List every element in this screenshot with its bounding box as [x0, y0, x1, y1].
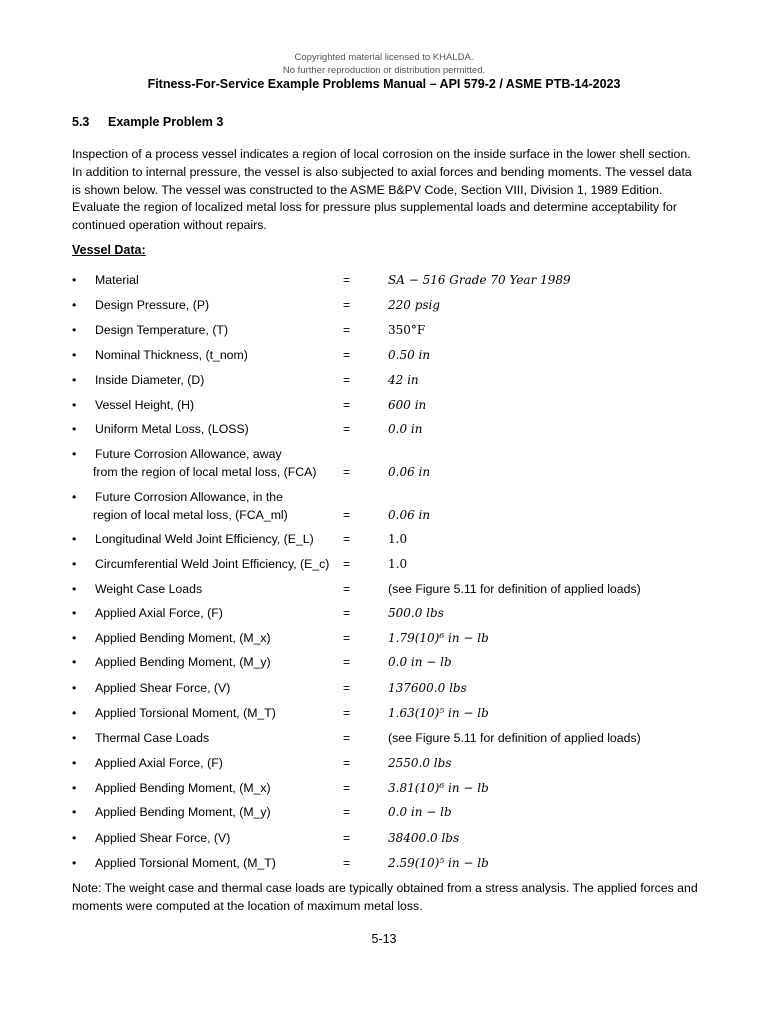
equals-sign: =: [343, 706, 351, 720]
copyright-line-2: No further reproduction or distribution permitted.: [282, 65, 486, 76]
equals-sign: =: [343, 373, 351, 387]
item-value: 220 psig: [388, 298, 441, 312]
bullet: •: [72, 298, 77, 312]
bullet: •: [72, 557, 77, 571]
bullet: •: [72, 422, 77, 436]
bullet: •: [72, 398, 77, 412]
item-label: Material: [95, 273, 139, 287]
item-value: 38400.0 lbs: [388, 831, 460, 845]
item-value: 0.0 in: [388, 422, 423, 436]
item-label: Applied Bending Moment, (M_y): [95, 805, 271, 819]
bullet: •: [72, 731, 77, 745]
item-label-line-2: region of local metal loss, (FCA_ml): [93, 508, 288, 522]
bullet: •: [72, 582, 77, 596]
item-value: 0.06 in: [388, 508, 431, 522]
bullet: •: [72, 681, 77, 695]
bullet: •: [72, 781, 77, 795]
bullet: •: [72, 805, 77, 819]
equals-sign: =: [343, 831, 351, 845]
bullet: •: [72, 273, 77, 287]
item-value: 137600.0 lbs: [388, 681, 467, 695]
item-label: Applied Axial Force, (F): [95, 756, 223, 770]
item-label: Weight Case Loads: [95, 582, 203, 596]
equals-sign: =: [343, 756, 351, 770]
equals-sign: =: [343, 273, 351, 287]
item-value: (see Figure 5.11 for definition of applied loads): [388, 731, 641, 745]
bullet: •: [72, 490, 77, 504]
bullet: •: [72, 606, 77, 620]
equals-sign: =: [343, 655, 351, 669]
bullet: •: [72, 655, 77, 669]
item-label-line-2: from the region of local metal loss, (FCA): [93, 465, 317, 479]
bullet: •: [72, 756, 77, 770]
item-label: Applied Torsional Moment, (M_T): [95, 706, 276, 720]
item-value: 0.50 in: [388, 348, 431, 362]
section-number: 5.3: [72, 115, 90, 129]
equals-sign: =: [343, 323, 351, 337]
item-label: Nominal Thickness, (t_nom): [95, 348, 248, 362]
equals-sign: =: [343, 298, 351, 312]
equals-sign: =: [343, 532, 351, 546]
bullet: •: [72, 532, 77, 546]
item-label: Applied Bending Moment, (M_x): [95, 781, 271, 795]
equals-sign: =: [343, 508, 351, 522]
item-value: 1.63(10)⁵ in − lb: [388, 706, 489, 720]
item-label: Circumferential Weld Joint Efficiency, (E_c): [95, 557, 330, 571]
equals-sign: =: [343, 731, 351, 745]
item-value: (see Figure 5.11 for definition of applied loads): [388, 582, 641, 596]
item-label: Applied Shear Force, (V): [95, 681, 231, 695]
item-value: 500.0 lbs: [388, 606, 444, 620]
bullet: •: [72, 373, 77, 387]
item-value: 1.0: [388, 557, 408, 571]
item-label: Design Pressure, (P): [95, 298, 210, 312]
item-label: Applied Axial Force, (F): [95, 606, 223, 620]
item-value: 2.59(10)⁵ in − lb: [388, 856, 489, 870]
bullet: •: [72, 447, 77, 461]
intro-paragraph: Inspection of a process vessel indicates a region of local corrosion on the inside surface in the lower shell section. In addition to internal pressure, the vessel is also subjected to axial forces and bending moments. The vessel data is shown below. The vessel was constructed to the ASME B&PV Code, Section VIII, Division 1, 1989 Edition. Evaluate the region of localized metal loss for pressure plus supplemental loads and determine acceptability for continued operation without repairs.: [72, 147, 692, 233]
bullet: •: [72, 348, 77, 362]
item-label: Uniform Metal Loss, (LOSS): [95, 422, 249, 436]
item-value: 0.06 in: [388, 465, 431, 479]
equals-sign: =: [343, 557, 351, 571]
item-value: SA − 516 Grade 70 Year 1989: [388, 273, 571, 287]
item-label: Longitudinal Weld Joint Efficiency, (E_L): [95, 532, 314, 546]
note-paragraph: Note: The weight case and thermal case loads are typically obtained from a stress analysis. The applied forces and moments were computed at the location of maximum metal loss.: [72, 881, 698, 913]
item-label: Applied Bending Moment, (M_x): [95, 631, 271, 645]
item-value: 0.0 in − lb: [388, 655, 452, 669]
section-title: Example Problem 3: [108, 115, 224, 129]
item-value: 1.79(10)⁶ in − lb: [388, 631, 489, 645]
page-number: 5-13: [371, 932, 397, 946]
equals-sign: =: [343, 422, 351, 436]
item-value: 350°F: [388, 323, 426, 337]
equals-sign: =: [343, 465, 351, 479]
item-label: Design Temperature, (T): [95, 323, 229, 337]
equals-sign: =: [343, 681, 351, 695]
item-label: Applied Bending Moment, (M_y): [95, 655, 271, 669]
item-label: Thermal Case Loads: [95, 731, 210, 745]
bullet: •: [72, 856, 77, 870]
copyright-line-1: Copyrighted material licensed to KHALDA.: [294, 52, 474, 63]
item-value: 1.0: [388, 532, 408, 546]
equals-sign: =: [343, 805, 351, 819]
bullet: •: [72, 831, 77, 845]
page-header: Fitness-For-Service Example Problems Manual – API 579-2 / ASME PTB-14-2023: [147, 77, 621, 91]
item-value: 3.81(10)⁶ in − lb: [388, 781, 489, 795]
item-value: 2550.0 lbs: [388, 756, 452, 770]
item-label: Future Corrosion Allowance, away: [95, 447, 282, 461]
equals-sign: =: [343, 606, 351, 620]
equals-sign: =: [343, 781, 351, 795]
item-label: Applied Shear Force, (V): [95, 831, 231, 845]
item-label: Vessel Height, (H): [95, 398, 195, 412]
bullet: •: [72, 631, 77, 645]
item-value: 600 in: [388, 398, 427, 412]
equals-sign: =: [343, 348, 351, 362]
item-label: Future Corrosion Allowance, in the: [95, 490, 283, 504]
vessel-data-heading: Vessel Data:: [72, 243, 146, 257]
equals-sign: =: [343, 631, 351, 645]
equals-sign: =: [343, 398, 351, 412]
bullet: •: [72, 706, 77, 720]
item-value: 0.0 in − lb: [388, 805, 452, 819]
section-heading: [72, 115, 223, 129]
equals-sign: =: [343, 856, 351, 870]
item-label: Inside Diameter, (D): [95, 373, 205, 387]
item-value: 42 in: [388, 373, 419, 387]
equals-sign: =: [343, 582, 351, 596]
bullet: •: [72, 323, 77, 337]
item-label: Applied Torsional Moment, (M_T): [95, 856, 276, 870]
